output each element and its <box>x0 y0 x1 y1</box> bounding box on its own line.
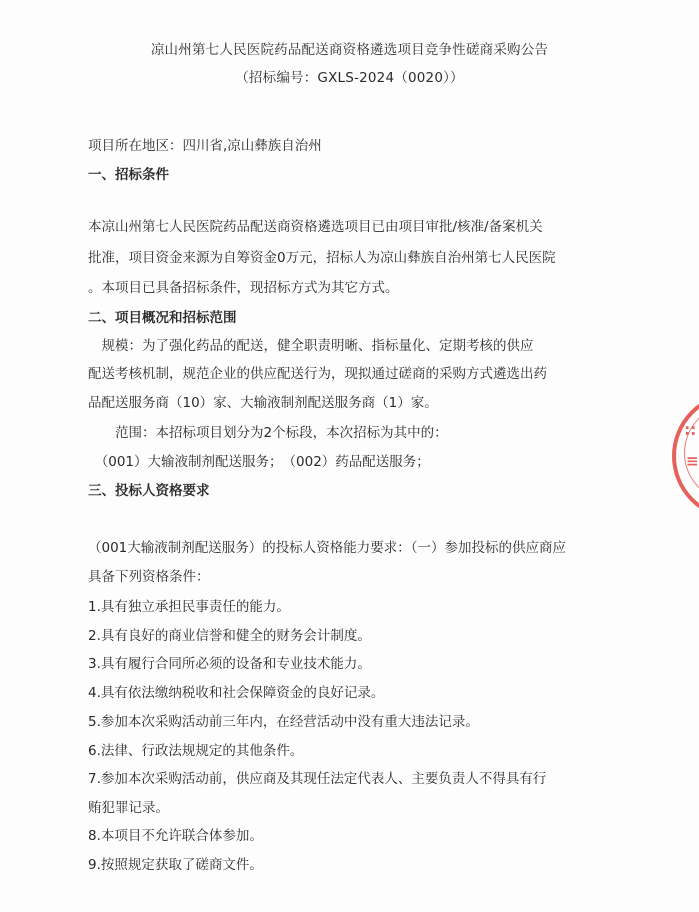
paragraph-line: 规模：为了强化药品的配送，健全职责明晰、指标量化、定期考核的供应 <box>88 338 534 354</box>
section-heading-3: 三、投标人资格要求 <box>88 483 210 499</box>
paragraph-line: 配送考核机制，规范企业的供应配送行为，现拟通过磋商的采购方式遴选出药 <box>88 366 547 382</box>
document-title: 凉山州第七人民医院药品配送商资格遴选项目竞争性磋商采购公告 <box>150 42 549 58</box>
list-item: 7.参加本次采购活动前，供应商及其现任法定代表人、主要负责人不得具有行 <box>88 771 547 787</box>
list-item: 6.法律、行政法规规定的其他条件。 <box>88 743 304 759</box>
paragraph-line: 品配送服务商（10）家、大输液制剂配送服务商（1）家。 <box>88 395 438 411</box>
paragraph-line: 批准，项目资金来源为自筹资金0万元，招标人为凉山彝族自治州第七人民医院 <box>88 250 556 266</box>
paragraph-line: （001）大输液制剂配送服务； （002）药品配送服务； <box>88 454 430 470</box>
red-seal-stamp <box>672 392 699 520</box>
paragraph-line: 具备下列资格条件： <box>88 569 210 585</box>
paragraph-line: 本凉山州第七人民医院药品配送商资格遴选项目已由项目审批/核准/备案机关 <box>88 219 543 235</box>
section-heading-1: 一、招标条件 <box>88 167 169 183</box>
project-location: 项目所在地区：四川省,凉山彝族自治州 <box>88 138 322 154</box>
list-item: 5.参加本次采购活动前三年内，在经营活动中没有重大违法记录。 <box>88 714 479 730</box>
seal-glyph: ∷ <box>685 422 696 440</box>
list-item: 1.具有独立承担民事责任的能力。 <box>88 599 290 615</box>
list-item: 2.具有良好的商业信誉和健全的财务会计制度。 <box>88 628 371 644</box>
paragraph-line: 范围：本招标项目划分为2个标段，本次招标为其中的： <box>88 425 448 441</box>
list-item: 贿犯罪记录。 <box>88 800 169 816</box>
paragraph-line: 。本项目已具备招标条件，现招标方式为其它方式。 <box>88 280 399 296</box>
section-heading-2: 二、项目概况和招标范围 <box>88 310 237 326</box>
paragraph-line: （001大输液制剂配送服务）的投标人资格能力要求：（一）参加投标的供应商应 <box>88 540 567 556</box>
seal-glyph: ≡ <box>686 452 699 470</box>
tender-code: （招标编号：GXLS-2024（0020）） <box>235 70 464 86</box>
list-item: 8.本项目不允许联合体参加。 <box>88 828 263 844</box>
list-item: 9.按照规定获取了磋商文件。 <box>88 857 263 873</box>
list-item: 4.具有依法缴纳税收和社会保障资金的良好记录。 <box>88 685 385 701</box>
list-item: 3.具有履行合同所必须的设备和专业技术能力。 <box>88 656 371 672</box>
